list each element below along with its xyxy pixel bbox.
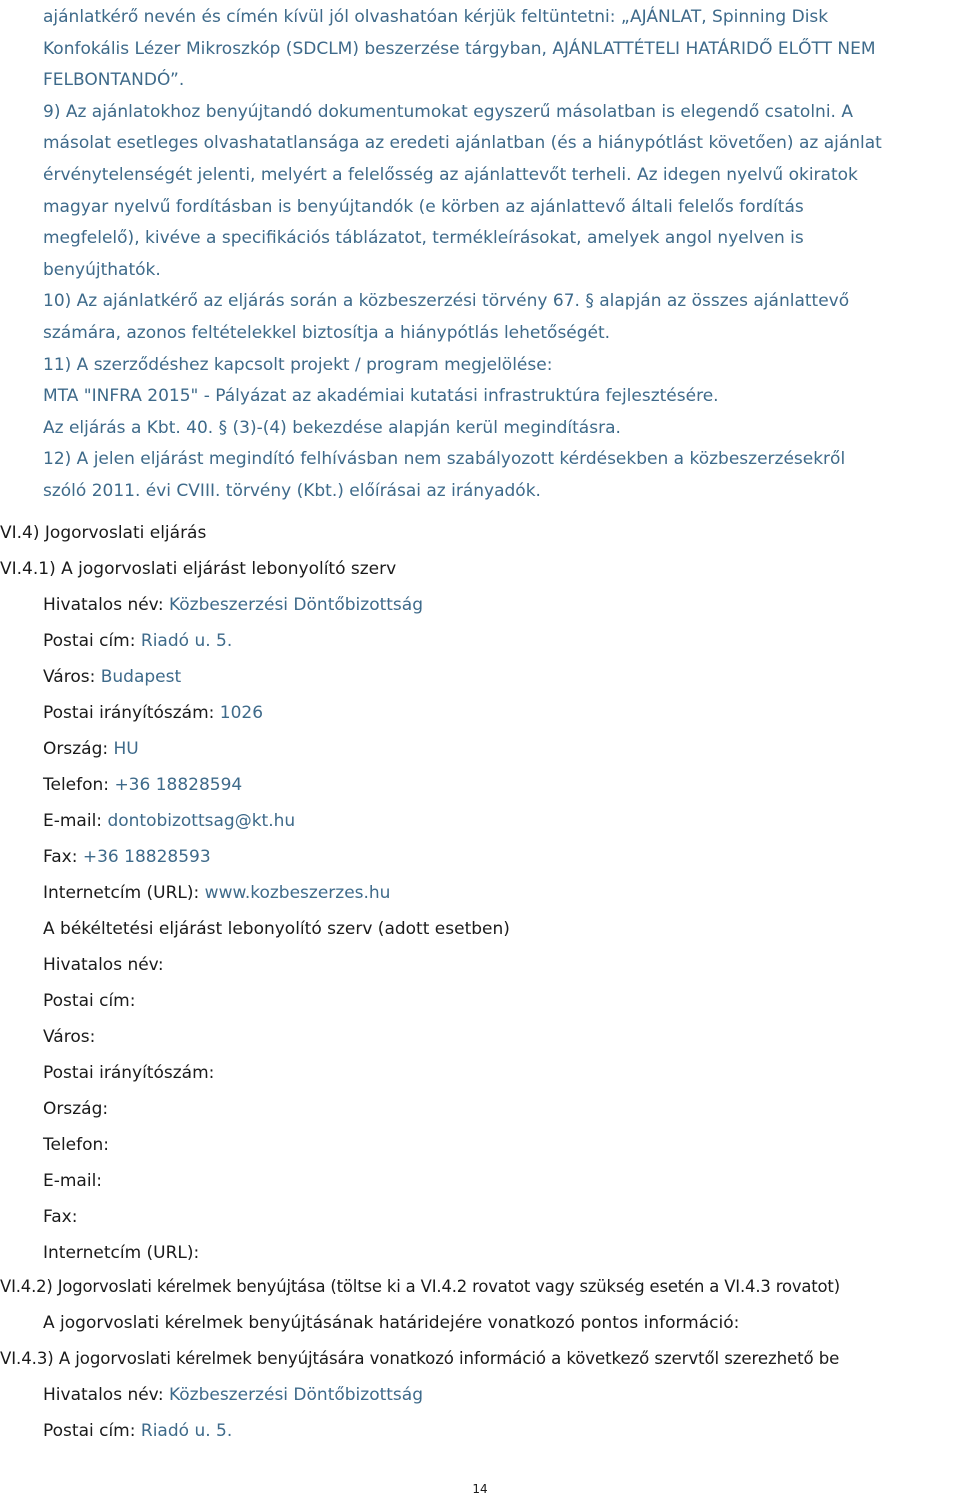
field-label: Hivatalos név:	[43, 1385, 164, 1405]
field-value: HU	[113, 739, 139, 759]
review-body-country-row	[43, 738, 139, 760]
subsection-heading-vi43: VI.4.3) A jogorvoslati kérelmek benyújtására vonatkozó információ a következő szervtől szerezhető be	[0, 1349, 840, 1368]
field-label: Internetcím (URL):	[43, 883, 200, 903]
mediation-heading: A békéltetési eljárást lebonyolító szerv (adott esetben)	[43, 919, 510, 939]
field-label: Hivatalos név:	[43, 595, 164, 615]
field-label: Város:	[43, 667, 96, 687]
field-label: E-mail:	[43, 811, 103, 831]
field-label: Postai cím:	[43, 631, 136, 651]
review-body-name-row	[43, 594, 423, 616]
paragraph-line: Az eljárás a Kbt. 40. § (3)-(4) bekezdése alapján kerül megindításra.	[43, 417, 621, 438]
paragraph-line: Konfokális Lézer Mikroszkóp (SDCLM) beszerzése tárgyban, AJÁNLATTÉTELI HATÁRIDŐ ELŐTT NEM	[43, 38, 876, 59]
field-value: +36 18828593	[82, 847, 211, 867]
field-value: Riadó u. 5.	[140, 631, 233, 651]
field-value: Riadó u. 5.	[140, 1421, 233, 1441]
paragraph-line: MTA "INFRA 2015" - Pályázat az akadémiai kutatási infrastruktúra fejlesztésére.	[43, 386, 719, 407]
mediation-name-label: Hivatalos név:	[43, 955, 164, 975]
field-label: Postai cím:	[43, 1421, 136, 1441]
review-body-address-row	[43, 630, 232, 652]
review-body-fax-row	[43, 846, 211, 868]
review-body-email-row	[43, 810, 295, 832]
mediation-city-label: Város:	[43, 1027, 96, 1047]
deadline-info-text: A jogorvoslati kérelmek benyújtásának határidejére vonatkozó pontos információ:	[43, 1313, 740, 1333]
paragraph-line: megfelelő), kivéve a specifikációs táblázatot, termékleírásokat, amelyek angol nyelven is	[43, 228, 804, 249]
field-label: Fax:	[43, 847, 78, 867]
field-value: Közbeszerzési Döntőbizottság	[168, 1385, 423, 1405]
paragraph-line: benyújthatók.	[43, 259, 161, 280]
paragraph-line: ajánlatkérő nevén és címén kívül jól olvashatóan kérjük feltüntetni: „AJÁNLAT, Spinning Disk	[43, 7, 829, 27]
mediation-postcode-label: Postai irányítószám:	[43, 1063, 215, 1083]
paragraph-line: szóló 2011. évi CVIII. törvény (Kbt.) előírásai az irányadók.	[43, 480, 541, 501]
mediation-email-label: E-mail:	[43, 1171, 103, 1191]
paragraph-line: számára, azonos feltételekkel biztosítja a hiánypótlás lehetőségét.	[43, 322, 611, 343]
mediation-country-label: Ország:	[43, 1099, 109, 1119]
paragraph-line: érvénytelenségét jelenti, melyért a felelősség az ajánlattevőt terheli. Az idegen nyelvű okiratok	[43, 164, 858, 185]
mediation-address-label: Postai cím:	[43, 991, 136, 1011]
conditions-paragraph	[43, 2, 948, 508]
field-value: Budapest	[100, 667, 182, 687]
field-value: Közbeszerzési Döntőbizottság	[168, 595, 423, 615]
review-body-postcode-row	[43, 702, 263, 724]
info-body-name-row	[43, 1384, 423, 1406]
paragraph-line: magyar nyelvű fordításban is benyújtandók (e körben az ajánlattevő általi felelős fordítás	[43, 196, 804, 217]
paragraph-line: 11) A szerződéshez kapcsolt projekt / program megjelölése:	[43, 354, 553, 375]
paragraph-line: FELBONTANDÓ”.	[43, 70, 185, 91]
email-link[interactable]: dontobizottsag@kt.hu	[107, 811, 296, 831]
field-value: +36 18828594	[114, 775, 243, 795]
website-link[interactable]: www.kozbeszerzes.hu	[204, 883, 391, 903]
field-label: Postai irányítószám:	[43, 703, 215, 723]
field-label: Ország:	[43, 739, 109, 759]
field-label: Telefon:	[43, 775, 110, 795]
paragraph-line: 9) Az ajánlatokhoz benyújtandó dokumentumokat egyszerű másolatban is elegendő csatolni. A	[43, 101, 853, 122]
mediation-phone-label: Telefon:	[43, 1135, 110, 1155]
review-body-url-row	[43, 882, 390, 904]
subsection-heading-vi41: VI.4.1) A jogorvoslati eljárást lebonyolító szerv	[0, 559, 397, 579]
review-body-city-row	[43, 666, 181, 688]
section-heading-vi4: VI.4) Jogorvoslati eljárás	[0, 523, 207, 543]
info-body-address-row	[43, 1420, 232, 1442]
mediation-fax-label: Fax:	[43, 1207, 78, 1227]
subsection-heading-vi42: VI.4.2) Jogorvoslati kérelmek benyújtása (töltse ki a VI.4.2 rovatot vagy szükség esetén a VI.4.3 rovatot)	[0, 1277, 840, 1296]
field-value: 1026	[219, 703, 264, 723]
mediation-url-label: Internetcím (URL):	[43, 1243, 200, 1263]
paragraph-line: másolat esetleges olvashatatlansága az eredeti ajánlatban (és a hiánypótlást követően) az ajánlat	[43, 133, 882, 154]
paragraph-line: 10) Az ajánlatkérő az eljárás során a közbeszerzési törvény 67. § alapján az összes ajánlattevő	[43, 291, 850, 312]
review-body-phone-row	[43, 774, 242, 796]
page-number: 14	[472, 1482, 488, 1496]
paragraph-line: 12) A jelen eljárást megindító felhívásban nem szabályozott kérdésekben a közbeszerzésekről	[43, 449, 846, 470]
